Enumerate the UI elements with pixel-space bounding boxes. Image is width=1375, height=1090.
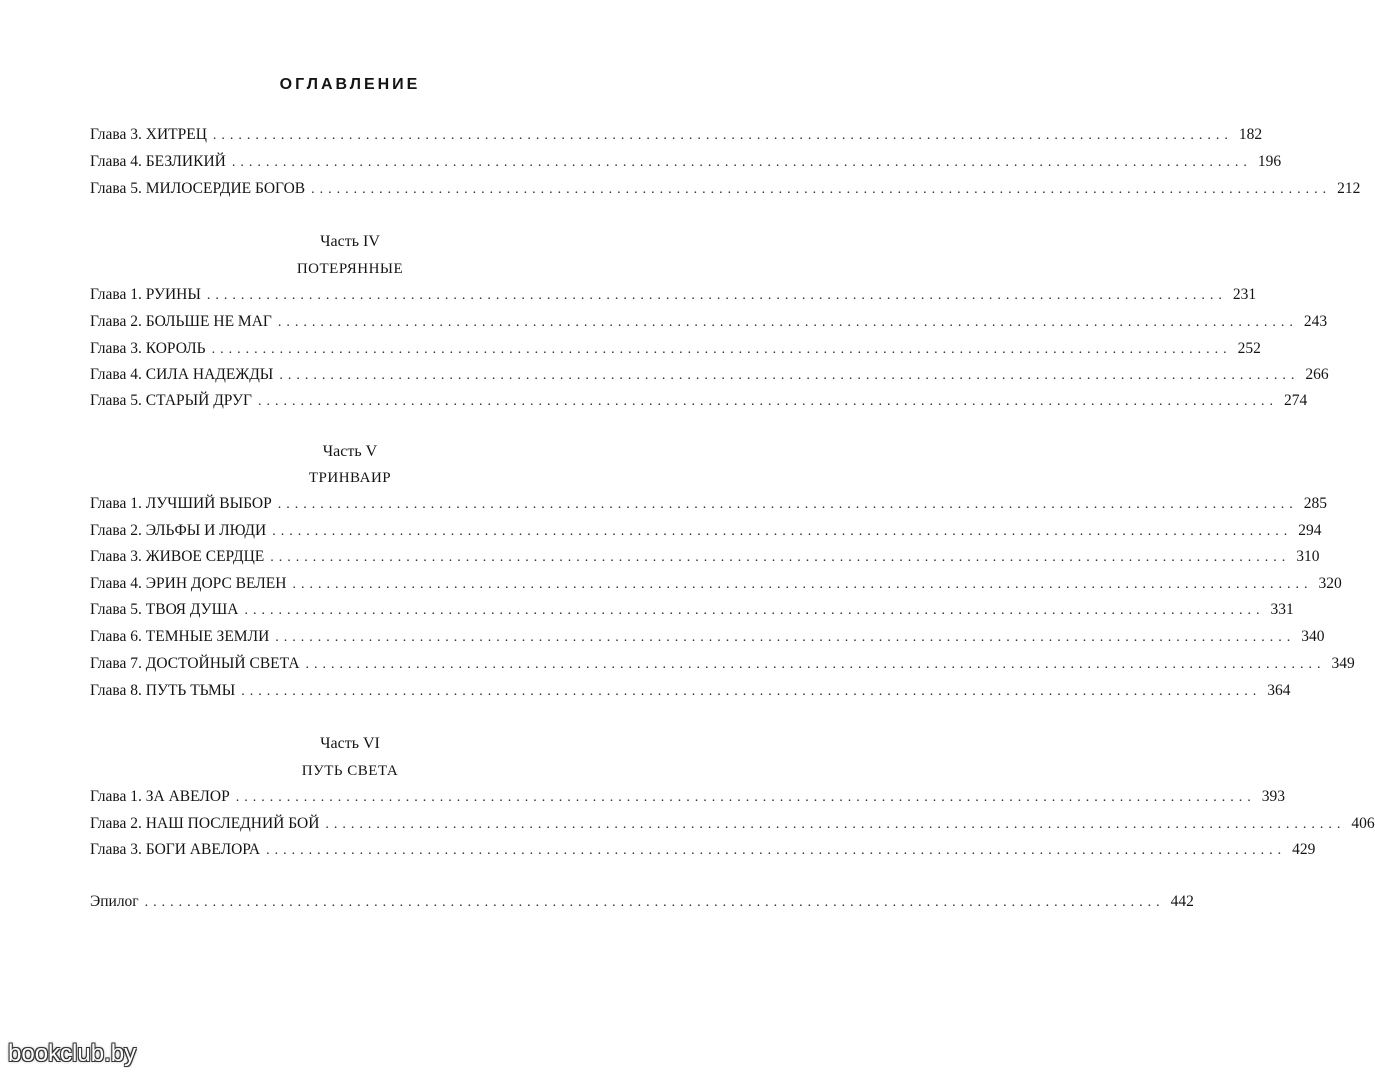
toc-entry-label: Глава 5. МИЛОСЕРДИЕ БОГОВ [90, 180, 306, 197]
leader-dots: ........................................................................................................................ [257, 394, 1278, 409]
toc-entry[interactable] [90, 655, 1355, 677]
toc-entry[interactable] [90, 575, 1342, 597]
toc-entry-page: 320 [1318, 575, 1342, 592]
toc-entry[interactable] [90, 180, 1361, 202]
toc-entry-label: Глава 3. КОРОЛЬ [90, 340, 206, 357]
toc-entry-page: 393 [1261, 788, 1285, 805]
toc-entry[interactable] [90, 841, 1316, 863]
toc-entry[interactable] [90, 153, 1282, 175]
toc-entry-label: Глава 4. СИЛА НАДЕЖДЫ [90, 366, 274, 383]
toc-entry-page: 364 [1267, 682, 1291, 699]
toc-entry-label: Глава 5. ТВОЯ ДУША [90, 601, 239, 618]
part-heading: Часть IV [320, 233, 380, 250]
leader-dots: ........................................................................................................................ [211, 342, 1232, 357]
toc-entry[interactable] [90, 682, 1291, 704]
toc-entry-page: 285 [1303, 495, 1327, 512]
toc-entry[interactable] [90, 601, 1294, 623]
toc-entry[interactable] [90, 628, 1325, 650]
toc-entry-label: Глава 3. ЖИВОЕ СЕРДЦЕ [90, 548, 265, 565]
toc-entry-page: 182 [1238, 126, 1263, 143]
part-subtitle: ТРИНВАИР [308, 470, 392, 486]
toc-entry-label: Эпилог [90, 893, 139, 910]
toc-entry-page: 243 [1303, 313, 1328, 330]
toc-entry-label: Глава 4. ЭРИН ДОРС ВЕЛЕН [90, 575, 287, 592]
part-subtitle: ПОТЕРЯННЫЕ [296, 261, 404, 277]
toc-entry-page: 231 [1232, 286, 1257, 303]
page-title: ОГЛАВЛЕНИЕ [279, 76, 421, 93]
toc-entry-page: 429 [1292, 841, 1316, 858]
toc-entry-page: 212 [1337, 180, 1361, 197]
leader-dots: ........................................................................................................................ [266, 843, 1287, 858]
toc-entry[interactable] [90, 495, 1327, 517]
toc-entry[interactable] [90, 815, 1375, 837]
toc-entry[interactable] [90, 522, 1322, 544]
toc-entry-label: Глава 5. СТАРЫЙ ДРУГ [90, 392, 252, 409]
part-heading: Часть V [322, 443, 378, 460]
toc-entry-label: Глава 3. ХИТРЕЦ [90, 126, 207, 143]
toc-entry[interactable] [90, 340, 1261, 362]
toc-entry-page: 294 [1298, 522, 1322, 539]
toc-entry-page: 310 [1296, 548, 1320, 565]
leader-dots: ........................................................................................................................ [231, 155, 1252, 170]
toc-entry-label: Глава 1. ЛУЧШИЙ ВЫБОР [90, 495, 272, 512]
leader-dots: ........................................................................................................................ [292, 577, 1313, 592]
toc-entry-label: Глава 2. НАШ ПОСЛЕДНИЙ БОЙ [90, 815, 320, 832]
toc-entry-page: 274 [1283, 392, 1308, 409]
leader-dots: ........................................................................................................................ [241, 684, 1262, 699]
leader-dots: ........................................................................................................................ [277, 315, 1298, 330]
leader-dots: ........................................................................................................................ [206, 288, 1227, 303]
leader-dots: ........................................................................................................................ [244, 603, 1265, 618]
toc-entry-label: Глава 3. БОГИ АВЕЛОРА [90, 841, 261, 858]
toc-entry-page: 406 [1351, 815, 1375, 832]
toc-entry[interactable] [90, 548, 1320, 570]
leader-dots: ........................................................................................................................ [212, 128, 1233, 143]
leader-dots: ........................................................................................................................ [270, 550, 1291, 565]
toc-entry-label: Глава 1. ЗА АВЕЛОР [90, 788, 230, 805]
toc-entry[interactable] [90, 788, 1285, 810]
toc-entry-label: Глава 2. БОЛЬШЕ НЕ МАГ [90, 313, 272, 330]
leader-dots: ........................................................................................................................ [311, 182, 1332, 197]
toc-entry[interactable] [90, 126, 1263, 148]
toc-entry-label: Глава 2. ЭЛЬФЫ И ЛЮДИ [90, 522, 267, 539]
toc-entry[interactable] [90, 286, 1257, 308]
toc-entry-label: Глава 6. ТЕМНЫЕ ЗЕМЛИ [90, 628, 270, 645]
leader-dots: ........................................................................................................................ [279, 368, 1300, 383]
part-heading: Часть VI [320, 735, 380, 752]
leader-dots: ........................................................................................................................ [272, 524, 1293, 539]
toc-entry-label: Глава 4. БЕЗЛИКИЙ [90, 153, 226, 170]
toc-entry[interactable] [90, 313, 1328, 335]
leader-dots: ........................................................................................................................ [325, 817, 1346, 832]
leader-dots: ........................................................................................................................ [235, 790, 1256, 805]
toc-entry-label: Глава 1. РУИНЫ [90, 286, 201, 303]
watermark: bookclub.by [8, 1040, 137, 1067]
toc-entry-label: Глава 8. ПУТЬ ТЬМЫ [90, 682, 236, 699]
toc-entry-page: 196 [1257, 153, 1282, 170]
toc-entry-epilogue[interactable] [90, 893, 1194, 915]
leader-dots: ........................................................................................................................ [305, 657, 1326, 672]
toc-entry-page: 349 [1331, 655, 1355, 672]
leader-dots: ........................................................................................................................ [277, 497, 1298, 512]
leader-dots: ........................................................................................................................ [144, 895, 1165, 910]
part-subtitle: ПУТЬ СВЕТА [301, 763, 399, 779]
toc-entry-label: Глава 7. ДОСТОЙНЫЙ СВЕТА [90, 655, 300, 672]
toc-entry-page: 266 [1305, 366, 1329, 383]
toc-entry-page: 331 [1270, 601, 1294, 618]
toc-entry-page: 252 [1237, 340, 1261, 357]
toc-entry[interactable] [90, 366, 1329, 388]
leader-dots: ........................................................................................................................ [275, 630, 1296, 645]
toc-entry-page: 442 [1170, 893, 1194, 910]
toc-entry-page: 340 [1301, 628, 1325, 645]
toc-entry[interactable] [90, 392, 1308, 414]
